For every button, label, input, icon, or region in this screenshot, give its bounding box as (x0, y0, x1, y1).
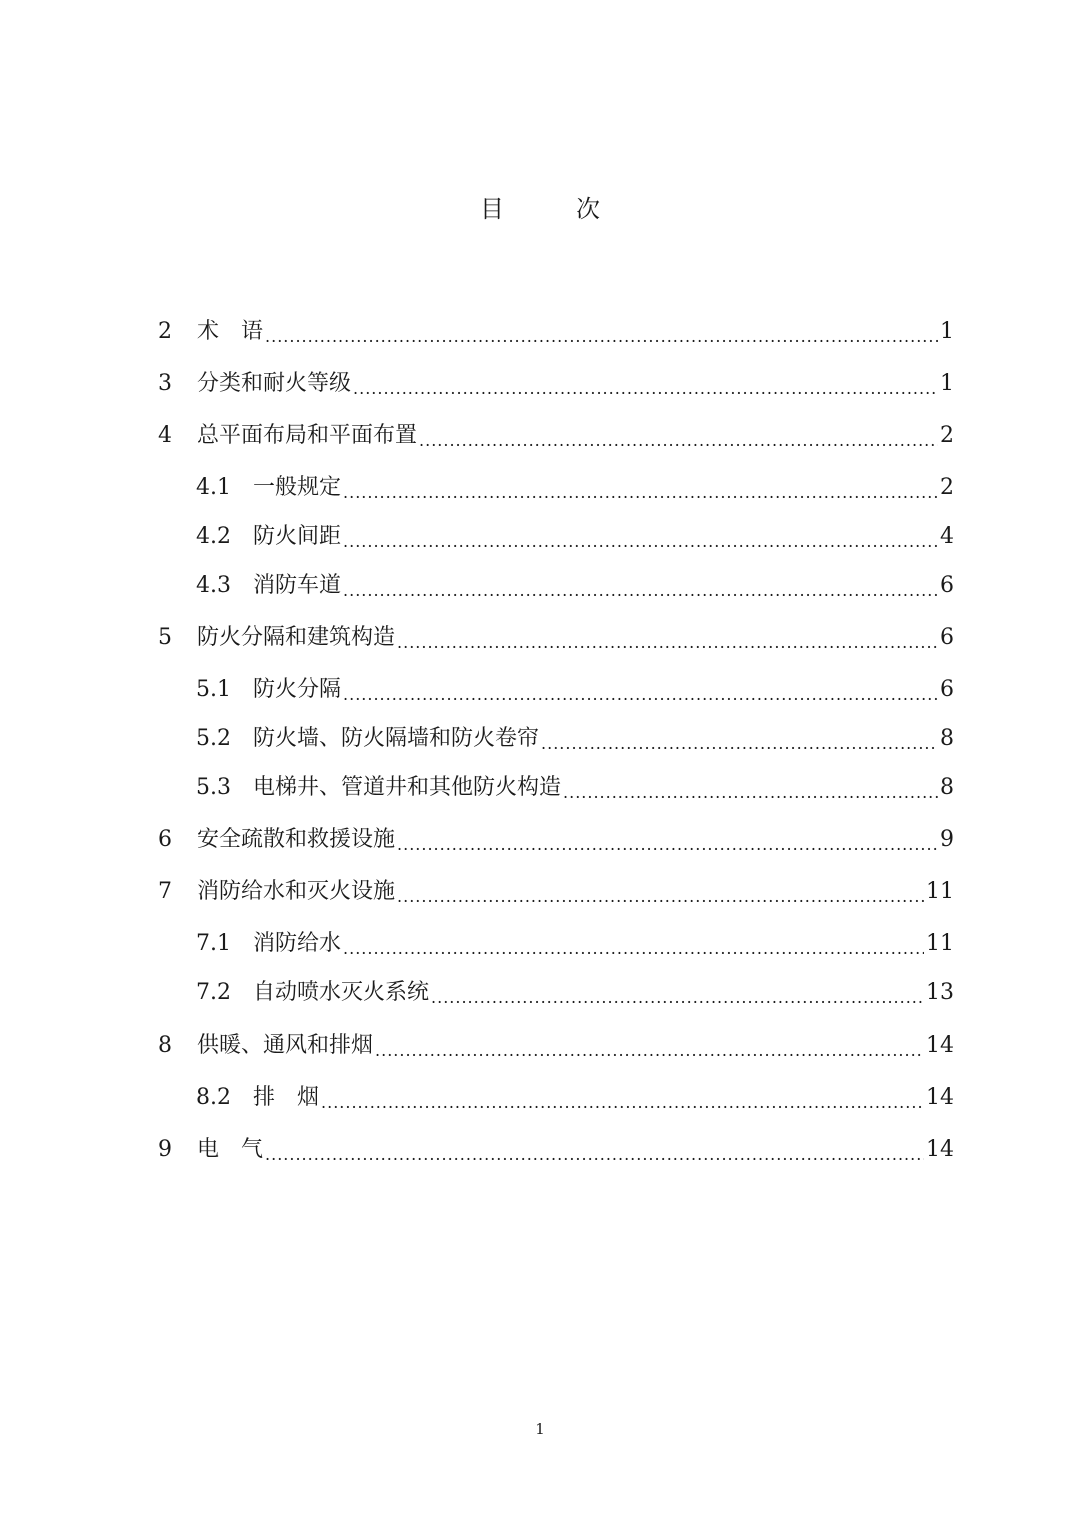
toc-entry-page: 14 (926, 1137, 954, 1162)
toc-entry-page: 1 (940, 371, 954, 396)
toc-entry-title: 排 烟 (253, 1085, 320, 1110)
toc-entry-page: 6 (940, 677, 954, 702)
toc-entry-number: 3 (158, 371, 172, 396)
toc-entry-title: 电梯井、管道井和其他防火构造 (253, 775, 562, 800)
toc-entry-number: 4 (158, 423, 172, 448)
toc-entry-page: 6 (940, 625, 954, 650)
toc-entry-page: 8 (940, 775, 954, 800)
toc-entry-page: 13 (926, 980, 954, 1005)
toc-entry[interactable] (158, 1131, 954, 1165)
toc-entry-page: 2 (940, 475, 954, 500)
toc-dot-leader (353, 369, 938, 399)
toc-dot-leader (321, 1083, 924, 1113)
toc-entry[interactable] (158, 619, 954, 653)
toc-entry-title: 自动喷水灭火系统 (253, 980, 430, 1005)
toc-entry-number: 7.2 (196, 980, 231, 1005)
toc-dot-leader (541, 724, 938, 754)
toc-entry[interactable] (196, 518, 954, 552)
toc-entry[interactable] (158, 1027, 954, 1061)
toc-entry-page: 14 (926, 1085, 954, 1110)
toc-entry-number: 8.2 (196, 1085, 231, 1110)
page-title (0, 193, 1080, 225)
toc-entry-title: 供暖、通风和排烟 (197, 1033, 374, 1058)
toc-entry-number: 5.3 (196, 775, 231, 800)
toc-entry[interactable] (196, 974, 954, 1008)
toc-entry-number: 4.1 (196, 475, 231, 500)
toc-dot-leader (397, 825, 938, 855)
toc-entry-title: 消防给水 (253, 931, 342, 956)
toc-entry-title: 防火间距 (253, 524, 342, 549)
page-number: 1 (535, 1420, 545, 1438)
toc-entry-page: 2 (940, 423, 954, 448)
toc-entry-title: 防火分隔和建筑构造 (197, 625, 396, 650)
toc-entry[interactable] (158, 313, 954, 347)
toc-entry-title: 防火分隔 (253, 677, 342, 702)
toc-entry[interactable] (196, 720, 954, 754)
toc-entry-page: 11 (926, 879, 954, 904)
title-char-1: 目 (480, 195, 504, 223)
toc-entry-title: 消防给水和灭火设施 (197, 879, 396, 904)
toc-entry-number: 8 (158, 1033, 172, 1058)
toc-entry[interactable] (196, 925, 954, 959)
toc-entry[interactable] (196, 671, 954, 705)
toc-entry-number: 9 (158, 1137, 172, 1162)
toc-dot-leader (265, 317, 938, 347)
toc-dot-leader (343, 675, 938, 705)
toc-entry[interactable] (158, 365, 954, 399)
toc-entry-number: 7.1 (196, 931, 231, 956)
toc-dot-leader (343, 473, 938, 503)
toc-entry-page: 9 (940, 827, 954, 852)
toc-dot-leader (419, 421, 938, 451)
toc-entry-page: 14 (926, 1033, 954, 1058)
toc-dot-leader (343, 571, 938, 601)
toc-entry-title: 分类和耐火等级 (197, 371, 352, 396)
toc-entry-number: 4.3 (196, 573, 231, 598)
toc-entry-page: 8 (940, 726, 954, 751)
toc-entry-page: 1 (940, 319, 954, 344)
toc-entry-title: 安全疏散和救援设施 (197, 827, 396, 852)
toc-entry-title: 电 气 (197, 1137, 264, 1162)
toc-dot-leader (563, 773, 938, 803)
toc-dot-leader (397, 877, 924, 907)
title-char-2: 次 (576, 195, 600, 223)
toc-dot-leader (343, 522, 938, 552)
toc-entry-title: 防火墙、防火隔墙和防火卷帘 (253, 726, 540, 751)
toc-entry-title: 一般规定 (253, 475, 342, 500)
toc-entry-number: 4.2 (196, 524, 231, 549)
toc-entry[interactable] (158, 821, 954, 855)
toc-entry[interactable] (196, 769, 954, 803)
toc-dot-leader (431, 978, 924, 1008)
toc-entry-number: 7 (158, 879, 172, 904)
toc-entry[interactable] (196, 567, 954, 601)
toc-entry[interactable] (158, 873, 954, 907)
toc-entry-title: 总平面布局和平面布置 (197, 423, 418, 448)
toc-entry-number: 6 (158, 827, 172, 852)
toc-entry-page: 11 (926, 931, 954, 956)
toc-entry-number: 5 (158, 625, 172, 650)
toc-entry[interactable] (196, 469, 954, 503)
toc-entry-number: 5.1 (196, 677, 231, 702)
toc-dot-leader (265, 1135, 924, 1165)
toc-entry-title: 术 语 (197, 319, 264, 344)
toc-dot-leader (397, 623, 938, 653)
toc-entry[interactable] (158, 417, 954, 451)
toc-dot-leader (375, 1031, 924, 1061)
toc-entry-number: 5.2 (196, 726, 231, 751)
toc-dot-leader (343, 929, 924, 959)
toc-entry-number: 2 (158, 319, 172, 344)
toc-entry-title: 消防车道 (253, 573, 342, 598)
toc-entry[interactable] (196, 1079, 954, 1113)
toc-entry-page: 6 (940, 573, 954, 598)
toc-entry-page: 4 (940, 524, 954, 549)
